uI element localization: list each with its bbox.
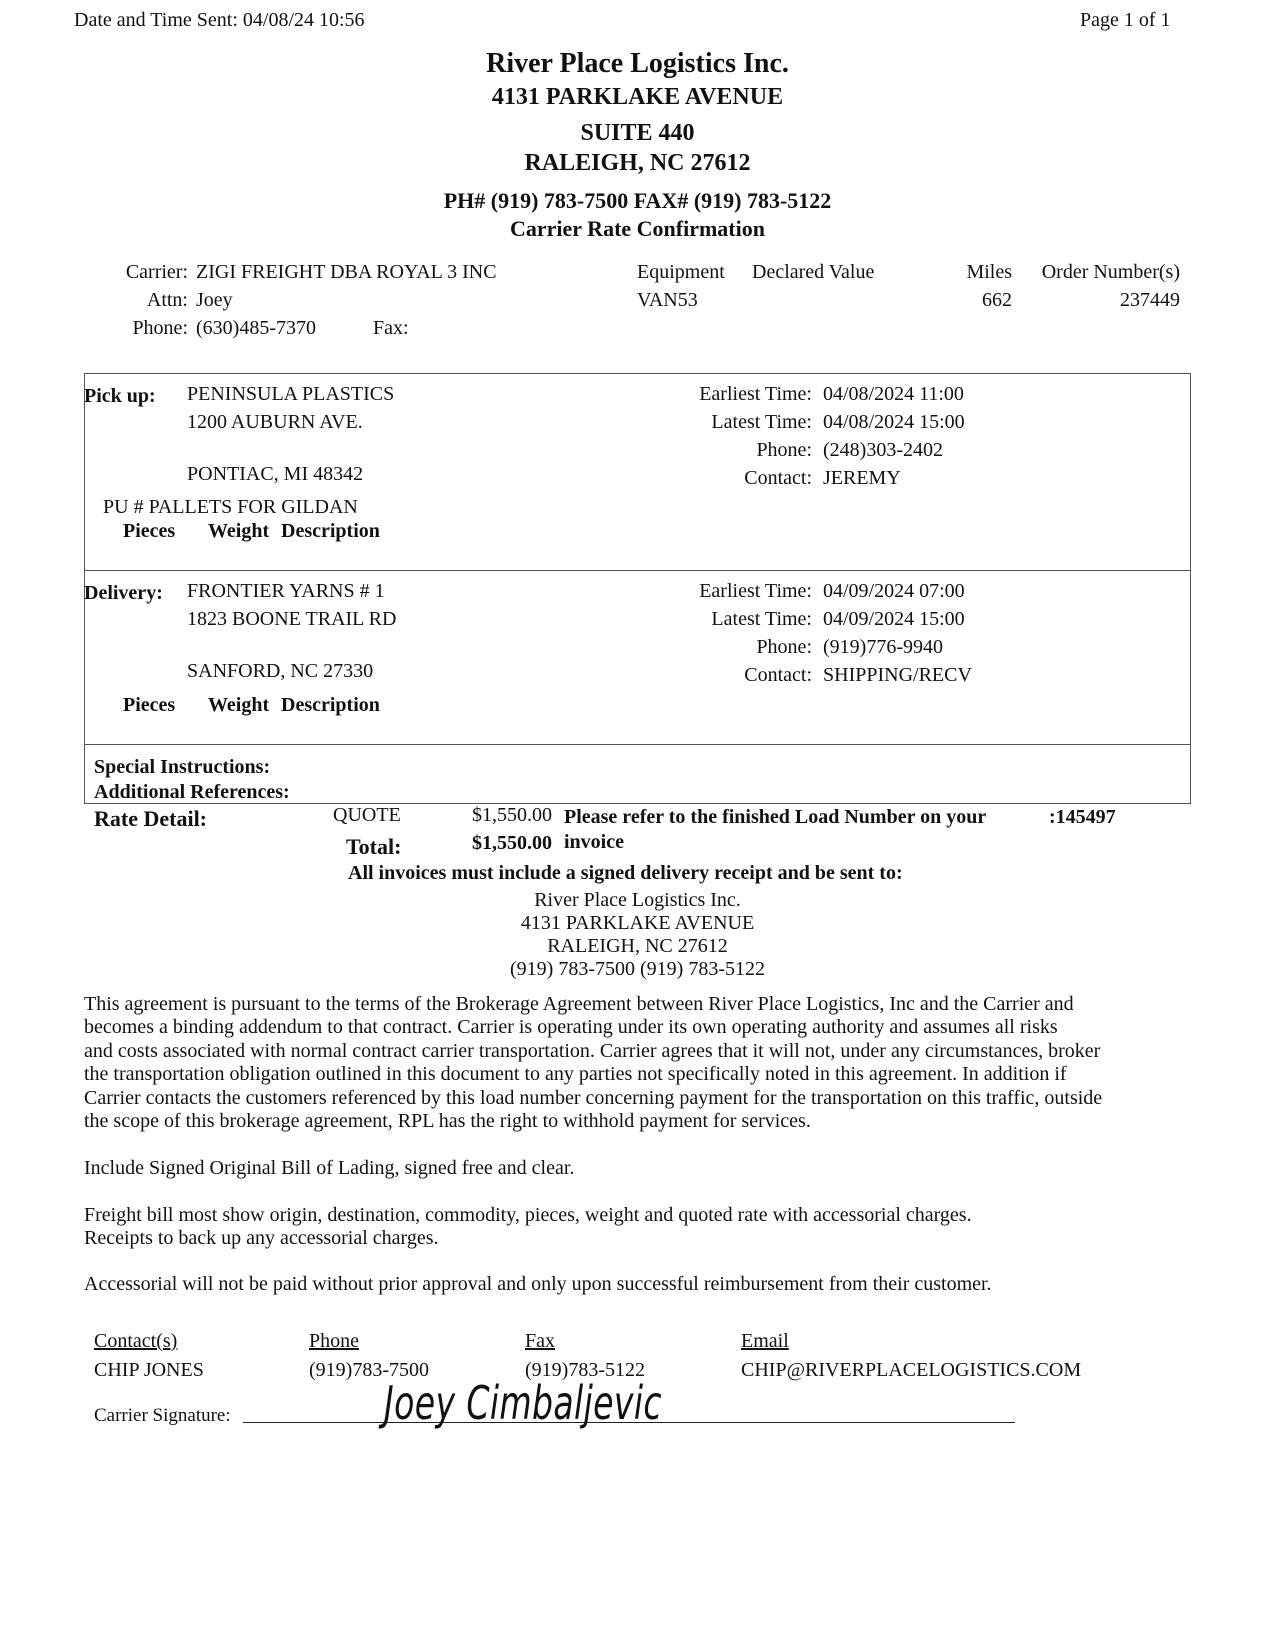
delivery-contact-label: Contact:	[744, 664, 812, 686]
carrier-phone-label: Phone:	[132, 317, 188, 339]
company-name: River Place Logistics Inc.	[486, 48, 789, 79]
contact-email: CHIP@RIVERPLACELOGISTICS.COM	[741, 1359, 1082, 1381]
delivery-pieces-header: Pieces	[123, 694, 176, 716]
additional-references-label: Additional References:	[94, 781, 290, 803]
contact-phone: (919)783-7500	[309, 1359, 429, 1381]
invoice-heading: All invoices must include a signed delivery receipt and be sent to:	[348, 862, 903, 884]
carrier-value: ZIGI FREIGHT DBA ROYAL 3 INC	[196, 261, 497, 283]
pickup-phone-value: (248)303-2402	[823, 439, 943, 461]
pickup-earliest-label: Earliest Time:	[699, 383, 812, 405]
total-label: Total:	[346, 834, 402, 859]
carrier-label: Carrier:	[125, 261, 188, 283]
carrier-phone-value: (630)485-7370	[196, 317, 316, 339]
delivery-earliest-label: Earliest Time:	[699, 580, 812, 602]
agreement-line: Carrier contacts the customers referenced by this load number concerning payment for the transportation on this traffic, outside	[84, 1086, 1103, 1109]
contacts-header-email: Email	[741, 1330, 789, 1352]
miles-value: 662	[982, 289, 1012, 311]
load-number: :145497	[1049, 806, 1116, 828]
pickup-weight-header: Weight	[208, 520, 270, 542]
bol-instruction: Include Signed Original Bill of Lading, signed free and clear.	[84, 1157, 575, 1179]
accessorial-note: Accessorial will not be paid without prior approval and only upon successful reimbursement from their customer.	[84, 1273, 992, 1295]
invoice-phones: (919) 783-7500 (919) 783-5122	[510, 958, 765, 980]
quote-value: $1,550.00	[472, 804, 552, 826]
attn-label: Attn:	[146, 289, 188, 311]
freight-bill-paragraph	[84, 1204, 1194, 1251]
pickup-latest-label: Latest Time:	[711, 411, 812, 433]
page-indicator: Page 1 of 1	[1080, 9, 1171, 31]
agreement-paragraph	[84, 993, 1194, 1133]
delivery-address: 1823 BOONE TRAIL RD	[187, 608, 397, 630]
pickup-contact-label: Contact:	[744, 467, 812, 489]
delivery-phone-label: Phone:	[756, 636, 812, 658]
order-number-label: Order Number(s)	[1041, 261, 1180, 283]
contacts-header-contact: Contact(s)	[94, 1330, 178, 1352]
delivery-name: FRONTIER YARNS # 1	[187, 580, 385, 602]
delivery-contact-value: SHIPPING/RECV	[823, 664, 972, 686]
total-value: $1,550.00	[472, 832, 552, 854]
equipment-value: VAN53	[637, 289, 698, 311]
special-instructions-label: Special Instructions:	[94, 756, 271, 778]
company-suite: SUITE 440	[580, 120, 695, 146]
delivery-phone-value: (919)776-9940	[823, 636, 943, 658]
agreement-line: the scope of this brokerage agreement, RPL has the right to withhold payment for services.	[84, 1110, 811, 1133]
rate-detail-label: Rate Detail:	[94, 806, 208, 831]
delivery-earliest-value: 04/09/2024 07:00	[823, 580, 965, 602]
pickup-city: PONTIAC, MI 48342	[187, 463, 364, 485]
quote-label: QUOTE	[333, 804, 401, 826]
agreement-line: becomes a binding addendum to that contract. Carrier is operating under its own operating authority and assumes all risks	[84, 1016, 1058, 1039]
pickup-contact-value: JEREMY	[823, 467, 901, 489]
equipment-label: Equipment	[637, 261, 725, 283]
company-city: RALEIGH, NC 27612	[524, 150, 751, 176]
load-number-note-line1: Please refer to the finished Load Number on your	[564, 806, 987, 828]
invoice-company-name: River Place Logistics Inc.	[534, 889, 741, 911]
company-address: 4131 PARKLAKE AVENUE	[491, 84, 784, 110]
delivery-city: SANFORD, NC 27330	[187, 660, 374, 682]
pickup-address: 1200 AUBURN AVE.	[187, 411, 363, 433]
company-phones: PH# (919) 783-7500 FAX# (919) 783-5122	[443, 188, 832, 213]
carrier-signature-label: Carrier Signature:	[94, 1405, 231, 1426]
load-number-note-line2: invoice	[564, 831, 624, 853]
document-title: Carrier Rate Confirmation	[510, 216, 765, 241]
invoice-city: RALEIGH, NC 27612	[547, 935, 728, 957]
invoice-address: 4131 PARKLAKE AVENUE	[520, 912, 755, 934]
agreement-line: and costs associated with normal contract carrier transportation. Carrier agrees that it will not, under any circumstances, broker	[84, 1039, 1101, 1062]
delivery-latest-value: 04/09/2024 15:00	[823, 608, 965, 630]
order-number-value: 237449	[1120, 289, 1180, 311]
miles-label: Miles	[966, 261, 1012, 283]
carrier-signature: Joey Cimbaljevic	[384, 1376, 662, 1430]
pickup-name: PENINSULA PLASTICS	[187, 383, 395, 405]
contact-name: CHIP JONES	[94, 1359, 204, 1381]
freight-bill-line: Receipts to back up any accessorial charges.	[84, 1227, 439, 1250]
delivery-latest-label: Latest Time:	[711, 608, 812, 630]
declared-value-label: Declared Value	[752, 261, 875, 283]
delivery-label: Delivery:	[84, 582, 163, 604]
date-time-sent: Date and Time Sent: 04/08/24 10:56	[74, 9, 365, 31]
agreement-line: This agreement is pursuant to the terms of the Brokerage Agreement between River Place Logistics, Inc and the Carrier and	[84, 993, 1074, 1015]
pickup-earliest-value: 04/08/2024 11:00	[823, 383, 964, 405]
pickup-latest-value: 04/08/2024 15:00	[823, 411, 965, 433]
pickup-pieces-header: Pieces	[123, 520, 176, 542]
contacts-header-phone: Phone	[309, 1330, 359, 1352]
contact-fax: (919)783-5122	[525, 1359, 645, 1381]
freight-bill-line: Freight bill most show origin, destination, commodity, pieces, weight and quoted rate with accessorial charges.	[84, 1204, 972, 1226]
pickup-pu-number: PU # PALLETS FOR GILDAN	[103, 496, 358, 518]
attn-value: Joey	[196, 289, 233, 311]
carrier-fax-label: Fax:	[373, 317, 409, 339]
contacts-header-fax: Fax	[525, 1330, 555, 1352]
pickup-description-header: Description	[281, 520, 380, 542]
pickup-phone-label: Phone:	[756, 439, 812, 461]
delivery-weight-header: Weight	[208, 694, 270, 716]
agreement-line: the transportation obligation outlined in this document to any parties not specifically noted in this agreement. In addition if	[84, 1063, 1067, 1086]
pickup-label: Pick up:	[84, 385, 156, 407]
delivery-description-header: Description	[281, 694, 380, 716]
